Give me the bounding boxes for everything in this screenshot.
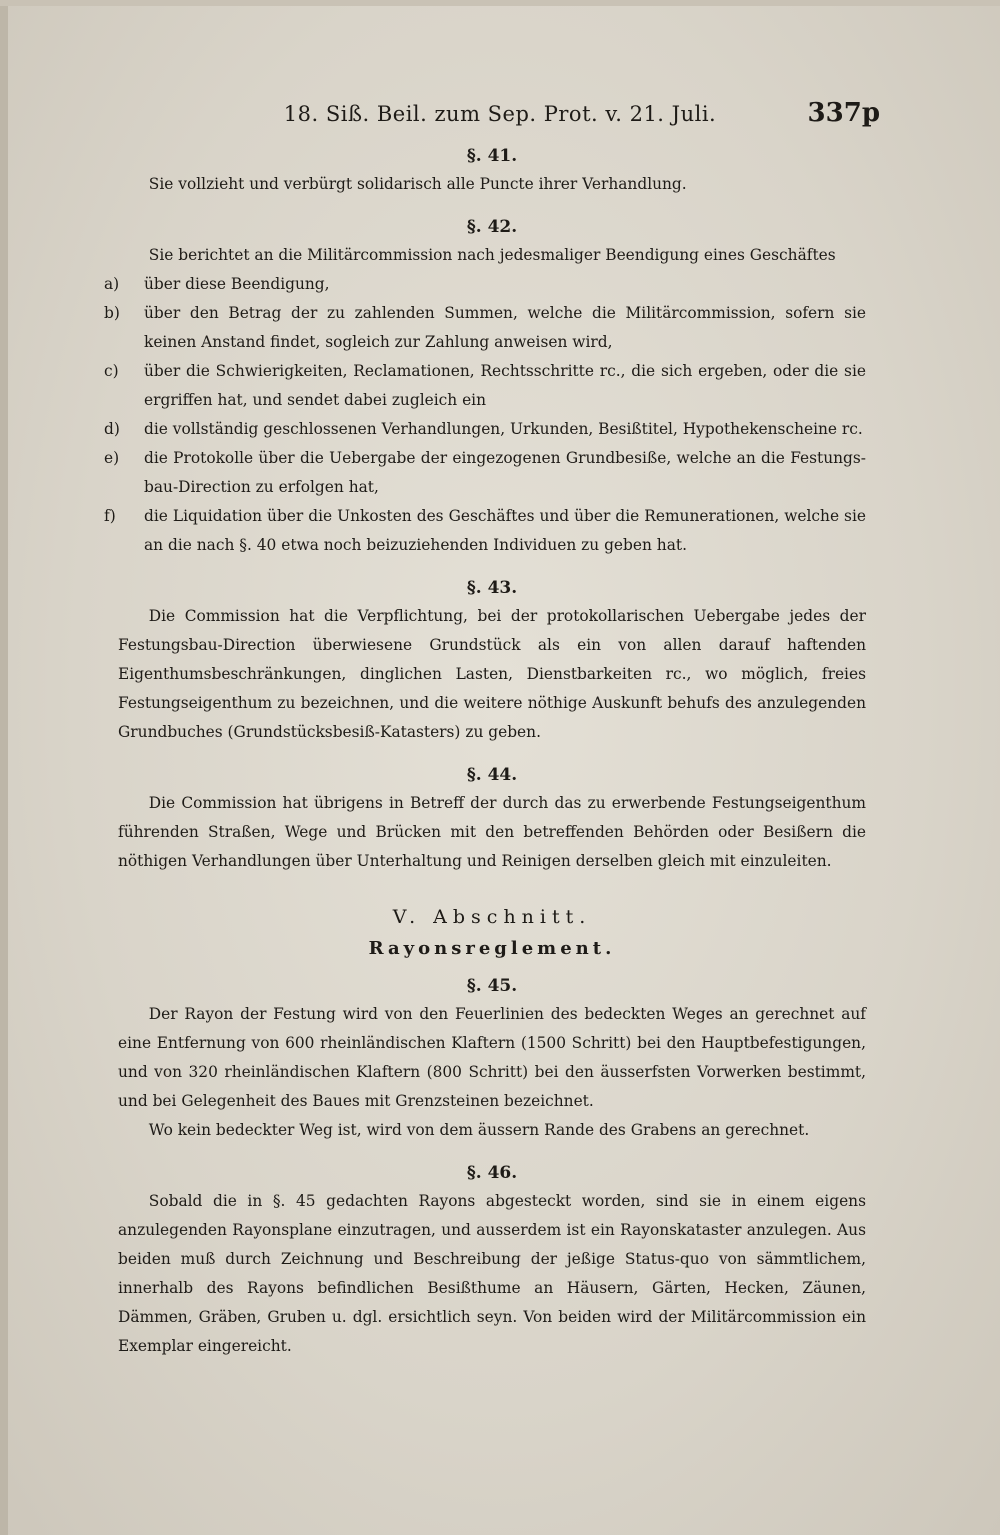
chapter-subtitle: Rayonsreglement.: [368, 938, 616, 959]
section-46-text: Sobald die in §. 45 gedachten Rayons abgesteckt worden, sind sie in einem eigens anzulegenden Rayonsplane einzutragen, und ausserdem ist ein Rayonskataster anzulegen. Aus beiden muß durch Zeichnung und Beschreibung der jeßige Status-quo von sämmtlichem, innerhalb des Rayons befindlichen Besißthume an Häusern, Gärten, Hecken, Zäunen, Dämmen, Gräben, Gruben u. dgl. ersichtlich seyn. Von beiden wird der Militärcommission ein Exemplar eingereicht.: [118, 1192, 866, 1355]
section-44-heading: §. 44.: [466, 765, 518, 785]
list-item-text: die vollständig geschlossenen Verhandlungen, Urkunden, Besißtitel, Hypothekenscheine rc.: [144, 420, 863, 438]
list-item-label: d): [104, 420, 120, 438]
running-title: 18. Siß. Beil. zum Sep. Prot. v. 21. Juli.: [283, 102, 717, 126]
list-item-text: die Protokolle über die Uebergabe der eingezogenen Grundbesiße, welche an die Festungs-bau-Direction zu erfolgen hat,: [144, 449, 866, 496]
list-item: [104, 299, 866, 357]
list-item-text: über diese Beendigung,: [144, 275, 330, 293]
list-item-text: die Liquidation über die Unkosten des Geschäftes und über die Remunerationen, welche sie an die nach §. 40 etwa noch beizuziehenden Individuen zu geben hat.: [144, 507, 866, 554]
page-edge-left: [0, 0, 8, 1535]
page-edge-top: [0, 0, 1000, 6]
list-item-label: a): [104, 275, 120, 293]
section-46-heading: §. 46.: [466, 1163, 518, 1183]
section-41-text: Sie vollzieht und verbürgt solidarisch alle Puncte ihrer Verhandlung.: [148, 175, 687, 193]
list-item-text: über die Schwierigkeiten, Reclamationen, Rechtsschritte rc., die sich ergeben, oder die sie ergriffen hat, und sendet dabei zugleich ein: [144, 362, 866, 409]
section-41-heading: §. 41.: [466, 146, 518, 166]
page-header: [0, 98, 1000, 138]
list-item-label: b): [104, 304, 120, 322]
list-item-label: f): [104, 507, 116, 525]
list-item: [104, 357, 866, 415]
section-45-text-2: Wo kein bedeckter Weg ist, wird von dem äussern Rande des Grabens an gerechnet.: [148, 1121, 810, 1139]
chapter-title: V. Abschnitt.: [392, 906, 592, 928]
list-item-label: c): [104, 362, 119, 380]
list-item: [104, 270, 866, 299]
page-number: 337p: [807, 98, 880, 128]
list-item: [104, 444, 866, 502]
list-item: [104, 502, 866, 560]
section-42-heading: §. 42.: [466, 217, 518, 237]
list-item-label: e): [104, 449, 120, 467]
list-item: [104, 415, 866, 444]
section-43-text: Die Commission hat die Verpflichtung, bei der protokollarischen Uebergabe jedes der Festungsbau-Direction überwiesene Grundstück als ein von allen darauf haftenden Eigenthumsbeschränkungen, dinglichen Lasten, Dienstbarkeiten rc., wo möglich, freies Festungseigenthum zu bezeichnen, und die weitere nöthige Auskunft behufs des anzulegenden Grundbuches (Grundstücksbesiß-Katasters) zu geben.: [118, 607, 866, 741]
section-44-text: Die Commission hat übrigens in Betreff der durch das zu erwerbende Festungseigenthum führenden Straßen, Wege und Brücken mit den betreffenden Behörden oder Besißern die nöthigen Verhandlungen über Unterhaltung und Reinigen derselben gleich mit einzuleiten.: [118, 794, 866, 870]
list-item-text: über den Betrag der zu zahlenden Summen, welche die Militärcommission, sofern sie keinen Anstand findet, sogleich zur Zahlung anweisen wird,: [144, 304, 866, 351]
page-body: [104, 142, 866, 1361]
section-45-heading: §. 45.: [466, 976, 518, 996]
section-42-list: [104, 270, 866, 560]
section-42-intro: Sie berichtet an die Militärcommission nach jedesmaliger Beendigung eines Geschäftes: [148, 246, 836, 264]
section-45-text: Der Rayon der Festung wird von den Feuerlinien des bedeckten Weges an gerechnet auf eine Entfernung von 600 rheinländischen Klaftern (1500 Schritt) bei den Hauptbefestigungen, und von 320 rheinländischen Klaftern (800 Schritt) bei den äusserfsten Vorwerken bestimmt, und bei Gelegenheit des Baues mit Grenzsteinen bezeichnet.: [118, 1005, 866, 1110]
section-43-heading: §. 43.: [466, 578, 518, 598]
